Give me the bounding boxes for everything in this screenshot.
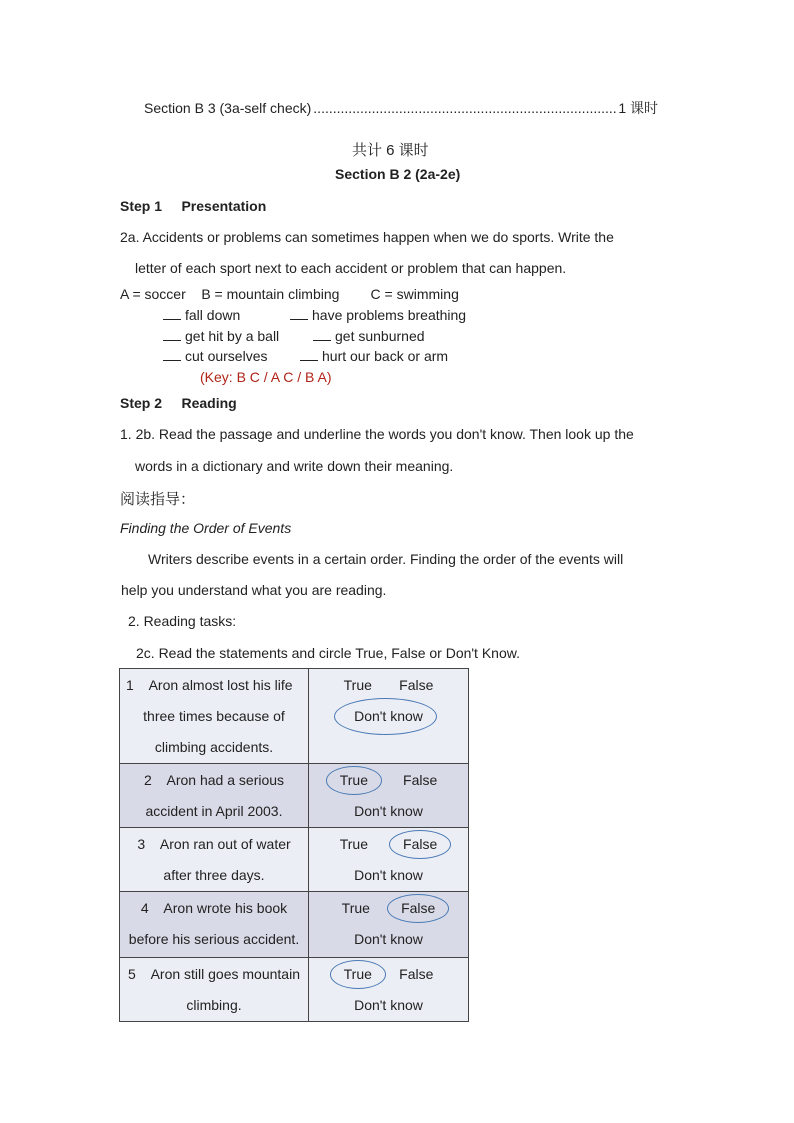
step1-name: Presentation: [181, 198, 267, 214]
q2a-item-text: have problems breathing: [312, 307, 467, 323]
answer-key: (Key: B C / A C / B A): [200, 369, 332, 385]
option-true[interactable]: True: [343, 677, 372, 693]
table-row: [120, 892, 469, 958]
toc-entry: [144, 98, 658, 118]
table-row: [120, 669, 469, 764]
q2a-item: [290, 307, 466, 323]
answer-blank[interactable]: [163, 328, 181, 341]
q2a-item: [163, 348, 267, 364]
option-false[interactable]: False: [399, 677, 434, 693]
statement-cell: [120, 958, 309, 1022]
table-row: [120, 828, 469, 892]
toc-leader-dots: [313, 100, 616, 116]
reading-tasks-heading: 2. Reading tasks:: [128, 613, 237, 629]
option-dont-know[interactable]: Don't know: [354, 803, 423, 819]
option-true[interactable]: True: [344, 959, 372, 990]
answer-cell: [309, 892, 469, 958]
step2-heading: [120, 395, 237, 411]
option-dont-know[interactable]: Don't know: [354, 867, 423, 883]
q2b-line2: words in a dictionary and write down their meaning.: [135, 458, 454, 474]
q2a-item: [163, 328, 279, 344]
answer-cell: [309, 958, 469, 1022]
statement-line: accident in April 2003.: [145, 803, 283, 819]
q2c-instruction: 2c. Read the statements and circle True, False or Don't Know.: [136, 645, 520, 661]
step2-name: Reading: [181, 395, 237, 411]
q2a-item: [313, 328, 425, 344]
answer-cell: [309, 669, 469, 764]
statement-line: before his serious accident.: [128, 931, 300, 947]
statement-line: 4 Aron wrote his book: [140, 900, 288, 916]
statement-cell: [120, 764, 309, 828]
option-true[interactable]: True: [340, 765, 368, 796]
statement-cell: [120, 892, 309, 958]
statement-line: climbing accidents.: [154, 739, 274, 755]
table-row: [120, 958, 469, 1022]
answer-cell: [309, 764, 469, 828]
finding-text-line1: Writers describe events in a certain order. Finding the order of the events will: [148, 551, 624, 567]
option-dont-know[interactable]: Don't know: [354, 997, 423, 1013]
statement-line: 1 Aron almost lost his life: [126, 677, 293, 693]
table-row: [120, 764, 469, 828]
option-true[interactable]: True: [339, 836, 369, 852]
q2a-item-text: get sunburned: [335, 328, 425, 344]
option-dont-know[interactable]: Don't know: [354, 701, 423, 732]
answer-blank[interactable]: [313, 328, 331, 341]
statement-cell: [120, 828, 309, 892]
total-hours: 共计 6 课时: [352, 142, 429, 159]
toc-page: 1 课时: [618, 100, 658, 116]
q2a-item-text: get hit by a ball: [185, 328, 280, 344]
true-false-table: [119, 668, 469, 1022]
statement-line: 2 Aron had a serious: [143, 772, 285, 788]
reading-guide-label: 阅读指导：: [120, 491, 196, 508]
finding-text-line2: help you understand what you are reading.: [121, 582, 387, 598]
option-false[interactable]: False: [403, 829, 437, 860]
answer-blank[interactable]: [290, 307, 308, 320]
option-true[interactable]: True: [341, 900, 370, 916]
step2-label: Step 2: [120, 395, 163, 411]
q2a-item-text: cut ourselves: [185, 348, 268, 364]
q2b-line1: 1. 2b. Read the passage and underline the words you don't know. Then look up the: [120, 426, 634, 442]
step1-label: Step 1: [120, 198, 163, 214]
statement-line: 5 Aron still goes mountain: [128, 966, 300, 982]
q2a-line1: 2a. Accidents or problems can sometimes happen when we do sports. Write the: [120, 229, 614, 245]
answer-blank[interactable]: [163, 307, 181, 320]
step1-heading: [120, 198, 266, 214]
statement-cell: [120, 669, 309, 764]
finding-title: Finding the Order of Events: [120, 520, 292, 536]
statement-line: 3 Aron ran out of water: [137, 836, 291, 852]
q2a-item-text: hurt our back or arm: [322, 348, 449, 364]
q2a-item: [163, 307, 240, 323]
q2a-item-text: fall down: [185, 307, 241, 323]
answer-blank[interactable]: [163, 348, 181, 361]
option-false[interactable]: False: [403, 772, 438, 788]
q2a-line2: letter of each sport next to each accident or problem that can happen.: [135, 260, 567, 276]
option-dont-know[interactable]: Don't know: [354, 931, 423, 947]
statement-line: after three days.: [163, 867, 265, 883]
answer-blank[interactable]: [300, 348, 318, 361]
answer-cell: [309, 828, 469, 892]
option-false[interactable]: False: [401, 893, 435, 924]
q2a-options: A = soccer B = mountain climbing C = swimming: [120, 286, 459, 302]
statement-line: three times because of: [143, 708, 285, 724]
statement-line: climbing.: [186, 997, 242, 1013]
toc-text: Section B 3 (3a-self check): [144, 100, 312, 116]
option-false[interactable]: False: [399, 966, 434, 982]
section-title: Section B 2 (2a-2e): [335, 166, 461, 182]
q2a-item: [300, 348, 448, 364]
